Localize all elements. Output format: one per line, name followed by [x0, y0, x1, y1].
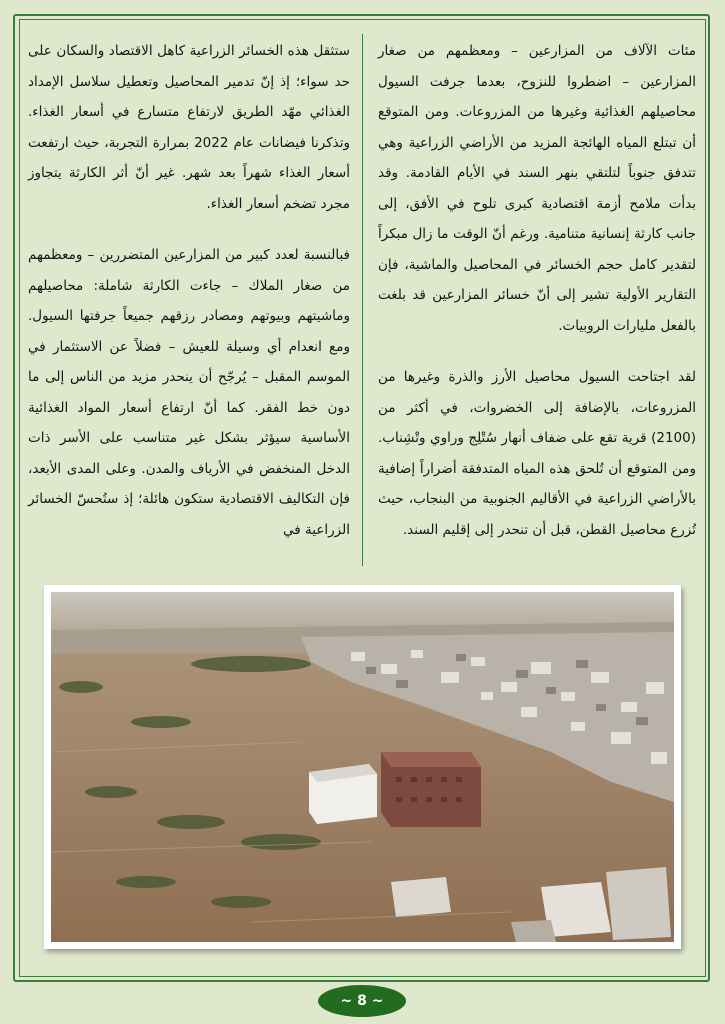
right-paragraph-2: لقد اجتاحت السيول محاصيل الأرز والذرة وغيرها من المزروعات، بالإضافة إلى الخضروات، في أكثر من (2100) قرية تقع على ضفاف أنهار سُتْلِج وراوي وتْشِناب. ومن المتوقع أن تُلحق هذه المياه المتدفقة أضراراً إضافية بالأراضي الزراعية في الأقاليم الجنوبية من البنجاب، حيث تُزرع محاصيل القطن، قبل أن تنحدر إلى إقليم السند.: [378, 369, 696, 538]
article-column-right: [378, 36, 696, 566]
column-divider: [362, 34, 363, 566]
left-paragraph-1: ستثقل هذه الخسائر الزراعية كاهل الاقتصاد والسكان على حد سواء؛ إذ إنّ تدمير المحاصيل وتعطيل سلاسل الإمداد الغذائي مهّد الطريق لارتفاع متسارع في أسعار الغذاء. وتذكرنا فيضانات عام 2022 بمرارة التجربة، حيث ارتفعت أسعار الغذاء شهراً بعد شهر. غير أنّ أثر الكارثة يتجاوز مجرد تضخم أسعار الغذاء.: [28, 43, 350, 212]
page-number-badge: ~ 8 ~: [318, 985, 406, 1017]
right-paragraph-1: مئات الآلاف من المزارعين – ومعظمهم من صغار المزارعين – اضطروا للنزوح، بعدما جرفت السيول محاصيلهم الغذائية وغيرها من المزروعات. ومن المتوقع أن تبتلع المياه الهائجة المزيد من الأراضي الزراعية وهي تتدفق جنوباً لتلتقي بنهر السند في الأيام القادمة. وقد بدأت ملامح أزمة اقتصادية كبرى تلوح في الأفق، إلى جانب كارثة إنسانية متنامية. ورغم أنّ الوقت ما زال مبكراً لتقدير كامل حجم الخسائر في المحاصيل والماشية، فإن التقارير الأولية تشير إلى أنّ خسائر المزارعين قد بلغت بالفعل مليارات الروبيات.: [378, 43, 696, 334]
left-paragraph-2: فبالنسبة لعدد كبير من المزارعين المتضررين – ومعظمهم من صغار الملاك – جاءت الكارثة شاملة: محاصيلهم وماشيتهم وبيوتهم ومصادر رزقهم جميعاً جرفتها السيول. ومع انعدام أي وسيلة للعيش – فضلاً عن الاستثمار في الموسم المقبل – يُرجّح أن ينحدر مزيد من الناس إلى ما دون خط الفقر. كما أنّ ارتفاع أسعار المواد الغذائية الأساسية سيؤثر بشكل غير متناسب على الأسر ذات الدخل المنخفض في الأرياف والمدن. وعلى المدى الأبعد، فإن التكاليف الاقتصادية ستكون هائلة؛ إذ ستُحسّ الخسائر الزراعية في: [28, 247, 350, 538]
flood-photo-frame: [44, 585, 681, 949]
flood-aerial-photo: [51, 592, 674, 942]
article-column-left: [28, 36, 350, 566]
